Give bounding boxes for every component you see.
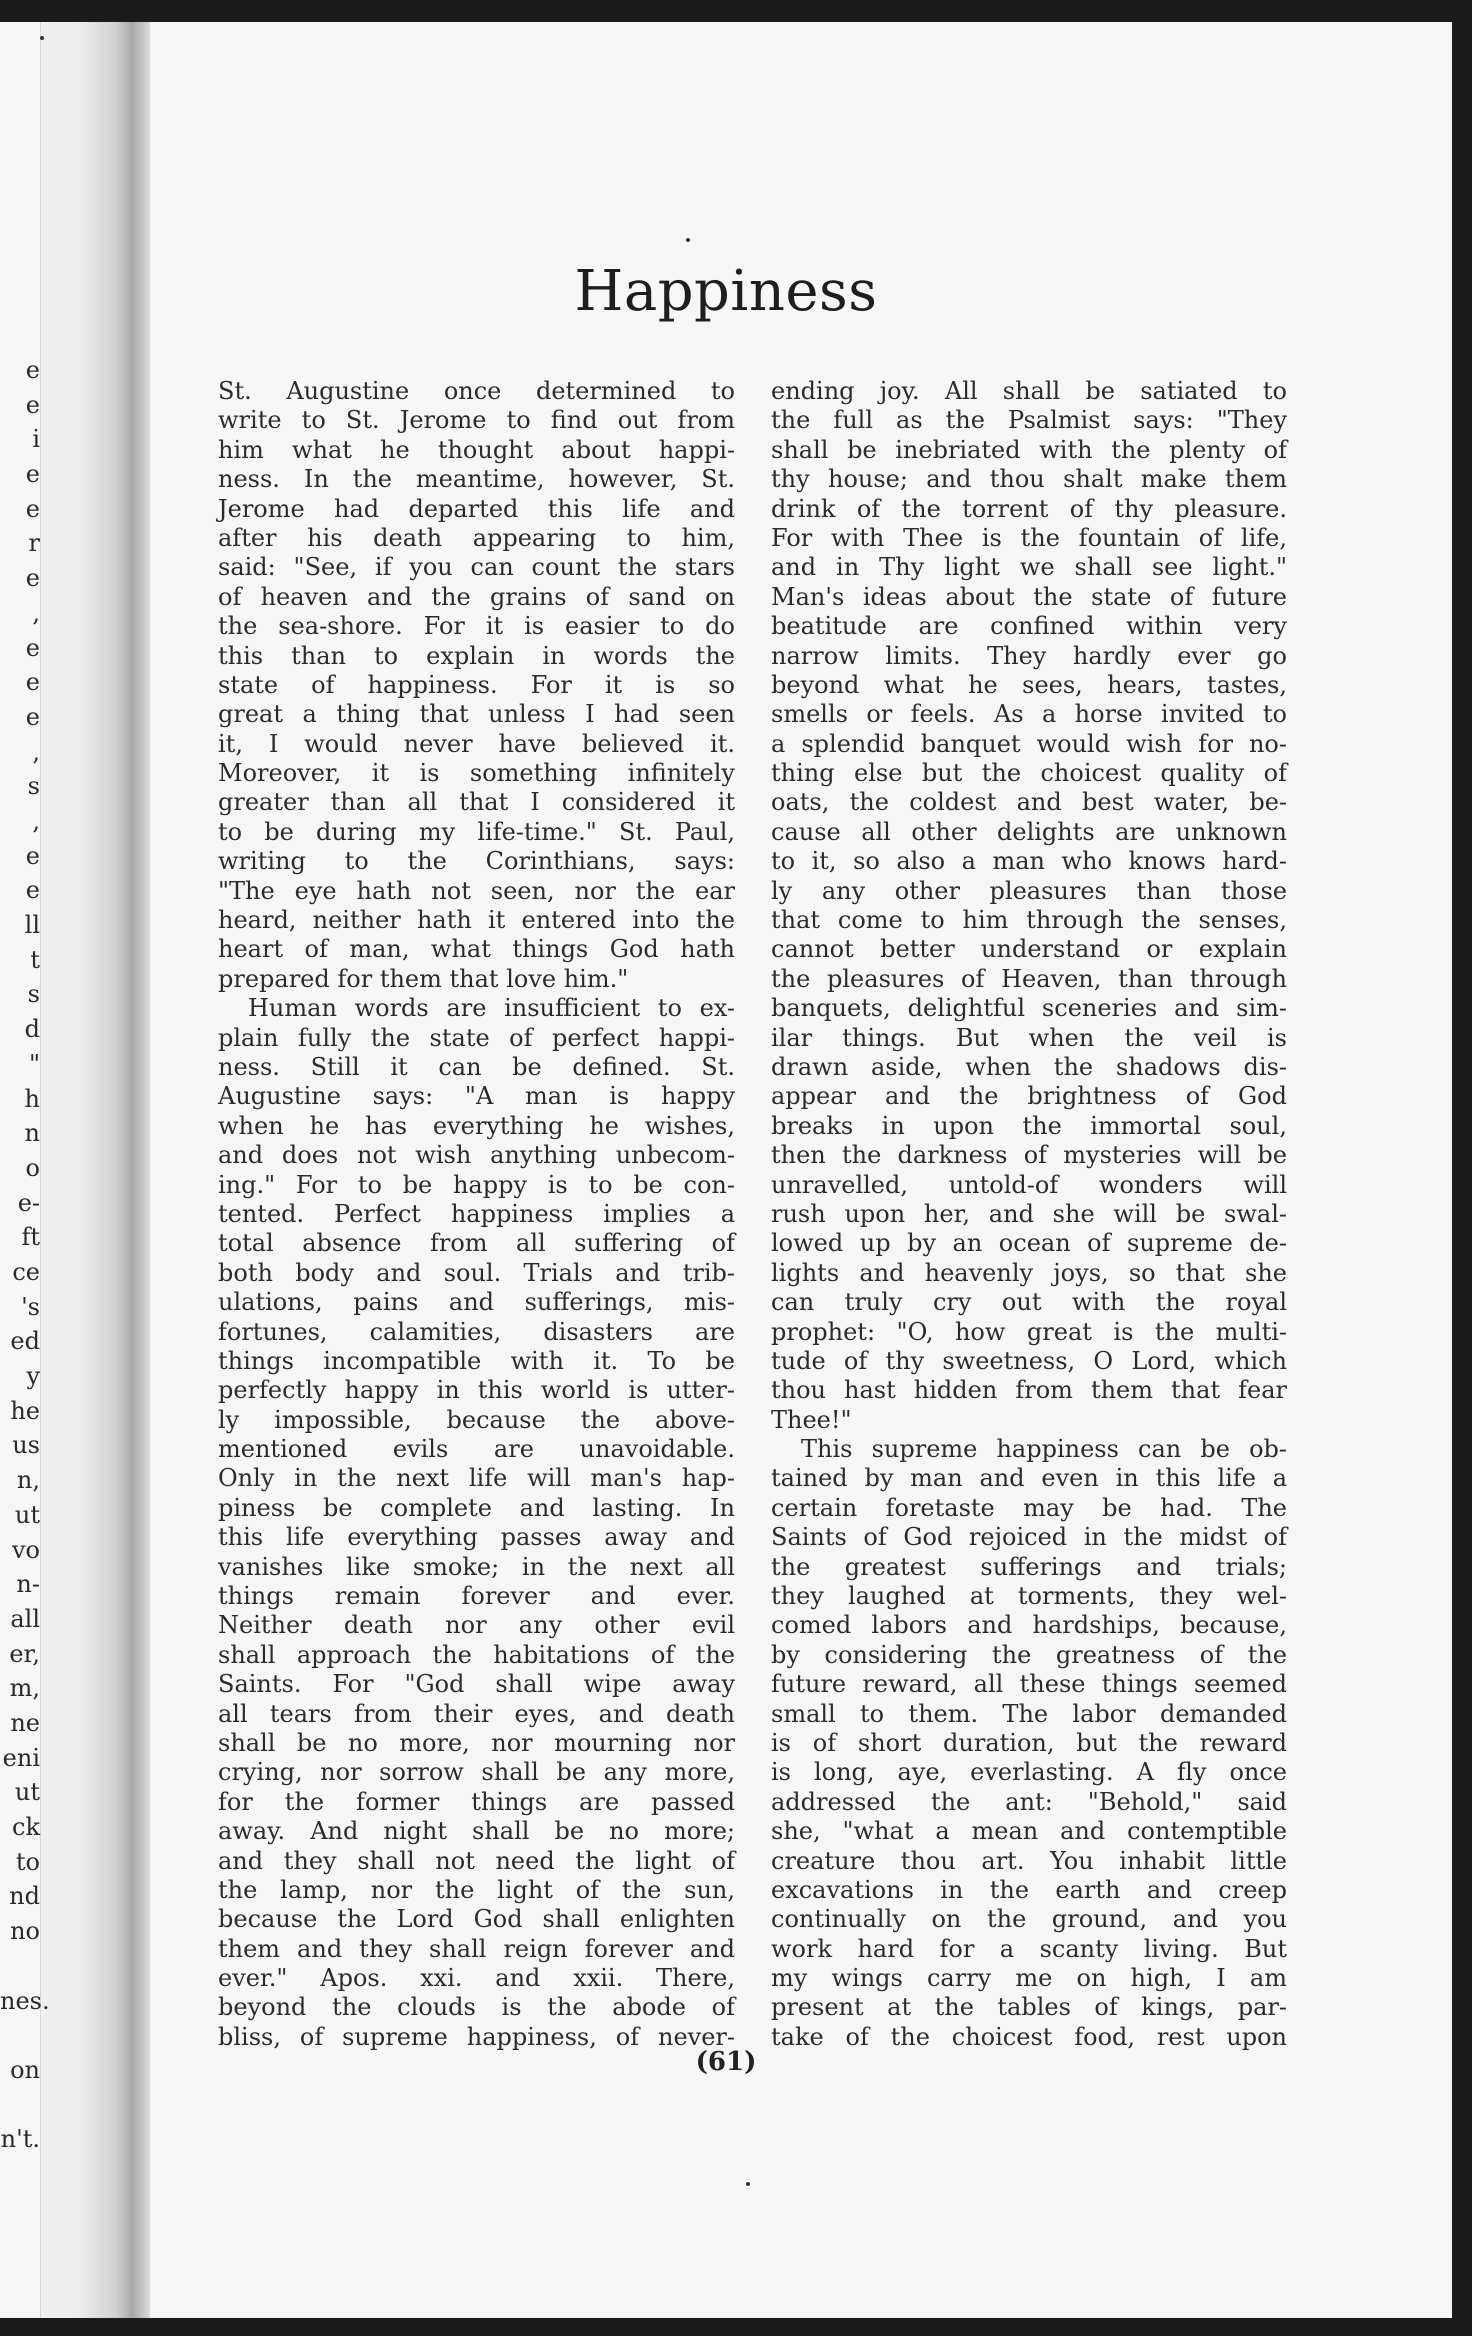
text-line: plain fully the state of perfect happi- (218, 1023, 735, 1052)
text-line: ly any other pleasures than those (771, 876, 1287, 905)
text-line: they laughed at torments, they wel- (771, 1582, 1287, 1611)
text-line: cause all other delights are unknown (771, 817, 1287, 846)
margin-fragment: e (25, 668, 40, 697)
text-line: creature thou art. You inhabit little (771, 1846, 1287, 1875)
text-line: piness be complete and lasting. In (218, 1493, 735, 1522)
scan-speck (746, 2182, 750, 2186)
text-line: ulations, pains and sufferings, mis- (218, 1288, 735, 1317)
text-line: him what he thought about happi- (218, 435, 735, 464)
text-line: total absence from all suffering of (218, 1229, 735, 1258)
margin-fragment: ut (14, 1500, 40, 1529)
text-line: perfectly happy in this world is utter- (218, 1376, 735, 1405)
text-line: This supreme happiness can be ob- (801, 1435, 1287, 1464)
text-line: bliss, of supreme happiness, of never- (218, 2022, 735, 2051)
text-line: shall approach the habitations of the (218, 1640, 735, 1669)
margin-fragment: s (27, 772, 40, 801)
margin-fragment: ce (12, 1257, 40, 1286)
text-line: heard, neither hath it entered into the (218, 906, 735, 935)
text-line: that come to him through the senses, (771, 906, 1287, 935)
text-line: heart of man, what things God hath (218, 935, 735, 964)
text-line: the full as the Psalmist says: "They (771, 406, 1287, 435)
page-number: (61) (695, 2047, 757, 2077)
text-line: drawn aside, when the shadows dis- (771, 1052, 1287, 1081)
scan-speck (686, 238, 690, 242)
left-text-column (218, 377, 735, 2052)
margin-fragment: t (30, 945, 40, 974)
margin-fragment: nes. (0, 1986, 50, 2015)
margin-fragment: e (25, 494, 40, 523)
text-line: Saints of God rejoiced in the midst of (771, 1523, 1287, 1552)
text-line: all tears from their eyes, and death (218, 1699, 735, 1728)
text-line: Augustine says: "A man is happy (218, 1082, 735, 1111)
text-line: ing." For to be happy is to be con- (218, 1170, 735, 1199)
margin-fragment: e- (17, 1188, 40, 1217)
text-line: is long, aye, everlasting. A fly once (771, 1758, 1287, 1787)
margin-fragment: ed (10, 1327, 40, 1356)
text-line: lights and heavenly joys, so that she (771, 1258, 1287, 1287)
margin-fragment: , (32, 598, 40, 627)
margin-fragment: e (25, 876, 40, 905)
margin-fragment: eni (2, 1743, 40, 1772)
text-line: addressed the ant: "Behold," said (771, 1787, 1287, 1816)
margin-fragment: vo (11, 1535, 40, 1564)
text-line: Thee!" (771, 1405, 852, 1434)
margin-fragment: " (28, 1049, 40, 1078)
text-line: ness. In the meantime, however, St. (218, 465, 735, 494)
text-line: to be during my life-time." St. Paul, (218, 817, 735, 846)
text-line: of heaven and the grains of sand on (218, 582, 735, 611)
text-line: state of happiness. For it is so (218, 670, 735, 699)
text-line: both body and soul. Trials and trib- (218, 1258, 735, 1287)
margin-fragment: he (10, 1396, 40, 1425)
text-line: prepared for them that love him." (218, 964, 629, 993)
text-line: narrow limits. They hardly ever go (771, 641, 1287, 670)
margin-fragment: r (28, 529, 40, 558)
text-line: by considering the greatness of the (771, 1640, 1287, 1669)
text-line: comed labors and hardships, because, (771, 1611, 1287, 1640)
text-line: things remain forever and ever. (218, 1582, 735, 1611)
text-line: ever." Apos. xxi. and xxii. There, (218, 1964, 735, 1993)
text-line: tained by man and even in this life a (771, 1464, 1287, 1493)
right-text-column (771, 377, 1287, 2052)
text-line: mentioned evils are unavoidable. (218, 1435, 735, 1464)
text-line: and does not wish anything unbecom- (218, 1141, 735, 1170)
text-line: Moreover, it is something infinitely (218, 759, 735, 788)
text-line: write to St. Jerome to find out from (218, 406, 735, 435)
text-line: to it, so also a man who knows hard- (771, 847, 1287, 876)
text-line: Human words are insufficient to ex- (248, 994, 735, 1023)
text-line: take of the choicest food, rest upon (771, 2022, 1287, 2051)
margin-fragment: s (27, 980, 40, 1009)
previous-page-margin (0, 22, 50, 2318)
text-line: said: "See, if you can count the stars (218, 553, 735, 582)
text-line: great a thing that unless I had seen (218, 700, 735, 729)
text-line: for the former things are passed (218, 1787, 735, 1816)
text-line: can truly cry out with the royal (771, 1288, 1287, 1317)
text-line: ly impossible, because the above- (218, 1405, 735, 1434)
text-line: thy house; and thou shalt make them (771, 465, 1287, 494)
text-line: when he has everything he wishes, (218, 1111, 735, 1140)
margin-fragment: er, (9, 1639, 40, 1668)
text-line: beatitude are confined within very (771, 612, 1287, 641)
margin-fragment: e (25, 564, 40, 593)
margin-fragment: i (32, 425, 40, 454)
text-line: crying, nor sorrow shall be any more, (218, 1758, 735, 1787)
text-line: the sea-shore. For it is easier to do (218, 612, 735, 641)
text-line: and they shall not need the light of (218, 1846, 735, 1875)
margin-fragment: no (10, 1917, 40, 1946)
text-line: Only in the next life will man's hap- (218, 1464, 735, 1493)
text-line: she, "what a mean and contemptible (771, 1817, 1287, 1846)
margin-fragment: all (10, 1604, 40, 1633)
text-line: my wings carry me on high, I am (771, 1964, 1287, 1993)
text-line: after his death appearing to him, (218, 523, 735, 552)
margin-fragment: m, (9, 1674, 40, 1703)
text-line: future reward, all these things seemed (771, 1670, 1287, 1699)
margin-fragment: e (25, 356, 40, 384)
text-line: thou hast hidden from them that fear (771, 1376, 1287, 1405)
margin-fragment: e (25, 841, 40, 870)
text-line: present at the tables of kings, par- (771, 1993, 1287, 2022)
text-line: tented. Perfect happiness implies a (218, 1199, 735, 1228)
text-line: small to them. The labor demanded (771, 1699, 1287, 1728)
text-line: lowed up by an ocean of supreme de- (771, 1229, 1287, 1258)
margin-fragment: to (15, 1847, 40, 1876)
margin-fragment: e (25, 460, 40, 489)
margin-fragment: us (12, 1431, 40, 1460)
scanned-page (0, 22, 1452, 2318)
margin-fragment: , (32, 737, 40, 766)
margin-fragment: ll (24, 911, 40, 940)
margin-fragment: nd (9, 1882, 40, 1911)
text-line: things incompatible with it. To be (218, 1346, 735, 1375)
margin-fragment: 's (21, 1292, 40, 1321)
margin-fragment: ck (12, 1813, 40, 1842)
text-line: Neither death nor any other evil (218, 1611, 735, 1640)
margin-fragment: ut (14, 1778, 40, 1807)
text-line: because the Lord God shall enlighten (218, 1905, 735, 1934)
text-line: breaks in upon the immortal soul, (771, 1111, 1287, 1140)
margin-fragment: ft (21, 1223, 40, 1252)
text-line: writing to the Corinthians, says: (218, 847, 735, 876)
text-line: is of short duration, but the reward (771, 1728, 1287, 1757)
margin-fragment: e (25, 633, 40, 662)
text-line: prophet: "O, how great is the multi- (771, 1317, 1287, 1346)
text-line: "The eye hath not seen, nor the ear (218, 876, 735, 905)
text-line: this life everything passes away and (218, 1523, 735, 1552)
scan-speck (40, 36, 44, 40)
margin-fragment: n (24, 1119, 40, 1148)
text-line: appear and the brightness of God (771, 1082, 1287, 1111)
text-line: shall be no more, nor mourning nor (218, 1728, 735, 1757)
text-line: beyond what he sees, hears, tastes, (771, 670, 1287, 699)
text-line: work hard for a scanty living. But (771, 1934, 1287, 1963)
text-line: then the darkness of mysteries will be (771, 1141, 1287, 1170)
margin-fragment: n, (16, 1466, 40, 1495)
text-line: Saints. For "God shall wipe away (218, 1670, 735, 1699)
text-line: it, I would never have believed it. (218, 729, 735, 758)
text-line: excavations in the earth and creep (771, 1875, 1287, 1904)
text-line: a splendid banquet would wish for no- (771, 729, 1287, 758)
text-line: away. And night shall be no more; (218, 1817, 735, 1846)
margin-fragment: y (26, 1362, 40, 1391)
text-line: ending joy. All shall be satiated to (771, 377, 1287, 405)
margin-fragment: e (25, 390, 40, 419)
text-line: them and they shall reign forever and (218, 1934, 735, 1963)
text-line: certain foretaste may be had. The (771, 1493, 1287, 1522)
margin-fragment: o (25, 1153, 40, 1182)
text-line: the lamp, nor the light of the sun, (218, 1875, 735, 1904)
text-line: tude of thy sweetness, O Lord, which (771, 1346, 1287, 1375)
text-line: cannot better understand or explain (771, 935, 1287, 964)
text-line: drink of the torrent of thy pleasure. (771, 494, 1287, 523)
margin-fragment: h (24, 1084, 40, 1113)
margin-fragment: n't. (0, 2125, 40, 2154)
margin-fragment: n- (16, 1570, 40, 1599)
margin-fragment: ne (10, 1708, 40, 1737)
text-line: ilar things. But when the veil is (771, 1023, 1287, 1052)
text-line: the pleasures of Heaven, than through (771, 964, 1287, 993)
text-line: continually on the ground, and you (771, 1905, 1287, 1934)
text-line: ness. Still it can be defined. St. (218, 1052, 735, 1081)
text-line: smells or feels. As a horse invited to (771, 700, 1287, 729)
text-line: greater than all that I considered it (218, 788, 735, 817)
text-line: banquets, delightful sceneries and sim- (771, 994, 1287, 1023)
text-line: Man's ideas about the state of future (771, 582, 1287, 611)
margin-fragment: d (24, 1015, 40, 1044)
text-line: rush upon her, and she will be swal- (771, 1199, 1287, 1228)
text-line: fortunes, calamities, disasters are (218, 1317, 735, 1346)
text-line: For with Thee is the fountain of life, (771, 523, 1287, 552)
text-line: shall be inebriated with the plenty of (771, 435, 1287, 464)
text-line: the greatest sufferings and trials; (771, 1552, 1287, 1581)
text-line: Jerome had departed this life and (218, 494, 735, 523)
article-title: Happiness (574, 259, 878, 324)
text-line: oats, the coldest and best water, be- (771, 788, 1287, 817)
margin-fragment: on (10, 2055, 40, 2084)
text-line: this than to explain in words the (218, 641, 735, 670)
margin-fragment: e (25, 702, 40, 731)
text-line: St. Augustine once determined to (218, 377, 735, 405)
text-line: thing else but the choicest quality of (771, 759, 1287, 788)
text-line: beyond the clouds is the abode of (218, 1993, 735, 2022)
text-line: unravelled, untold-of wonders will (771, 1170, 1287, 1199)
margin-fragment: , (32, 806, 40, 835)
text-line: and in Thy light we shall see light." (771, 553, 1287, 582)
text-line: vanishes like smoke; in the next all (218, 1552, 735, 1581)
